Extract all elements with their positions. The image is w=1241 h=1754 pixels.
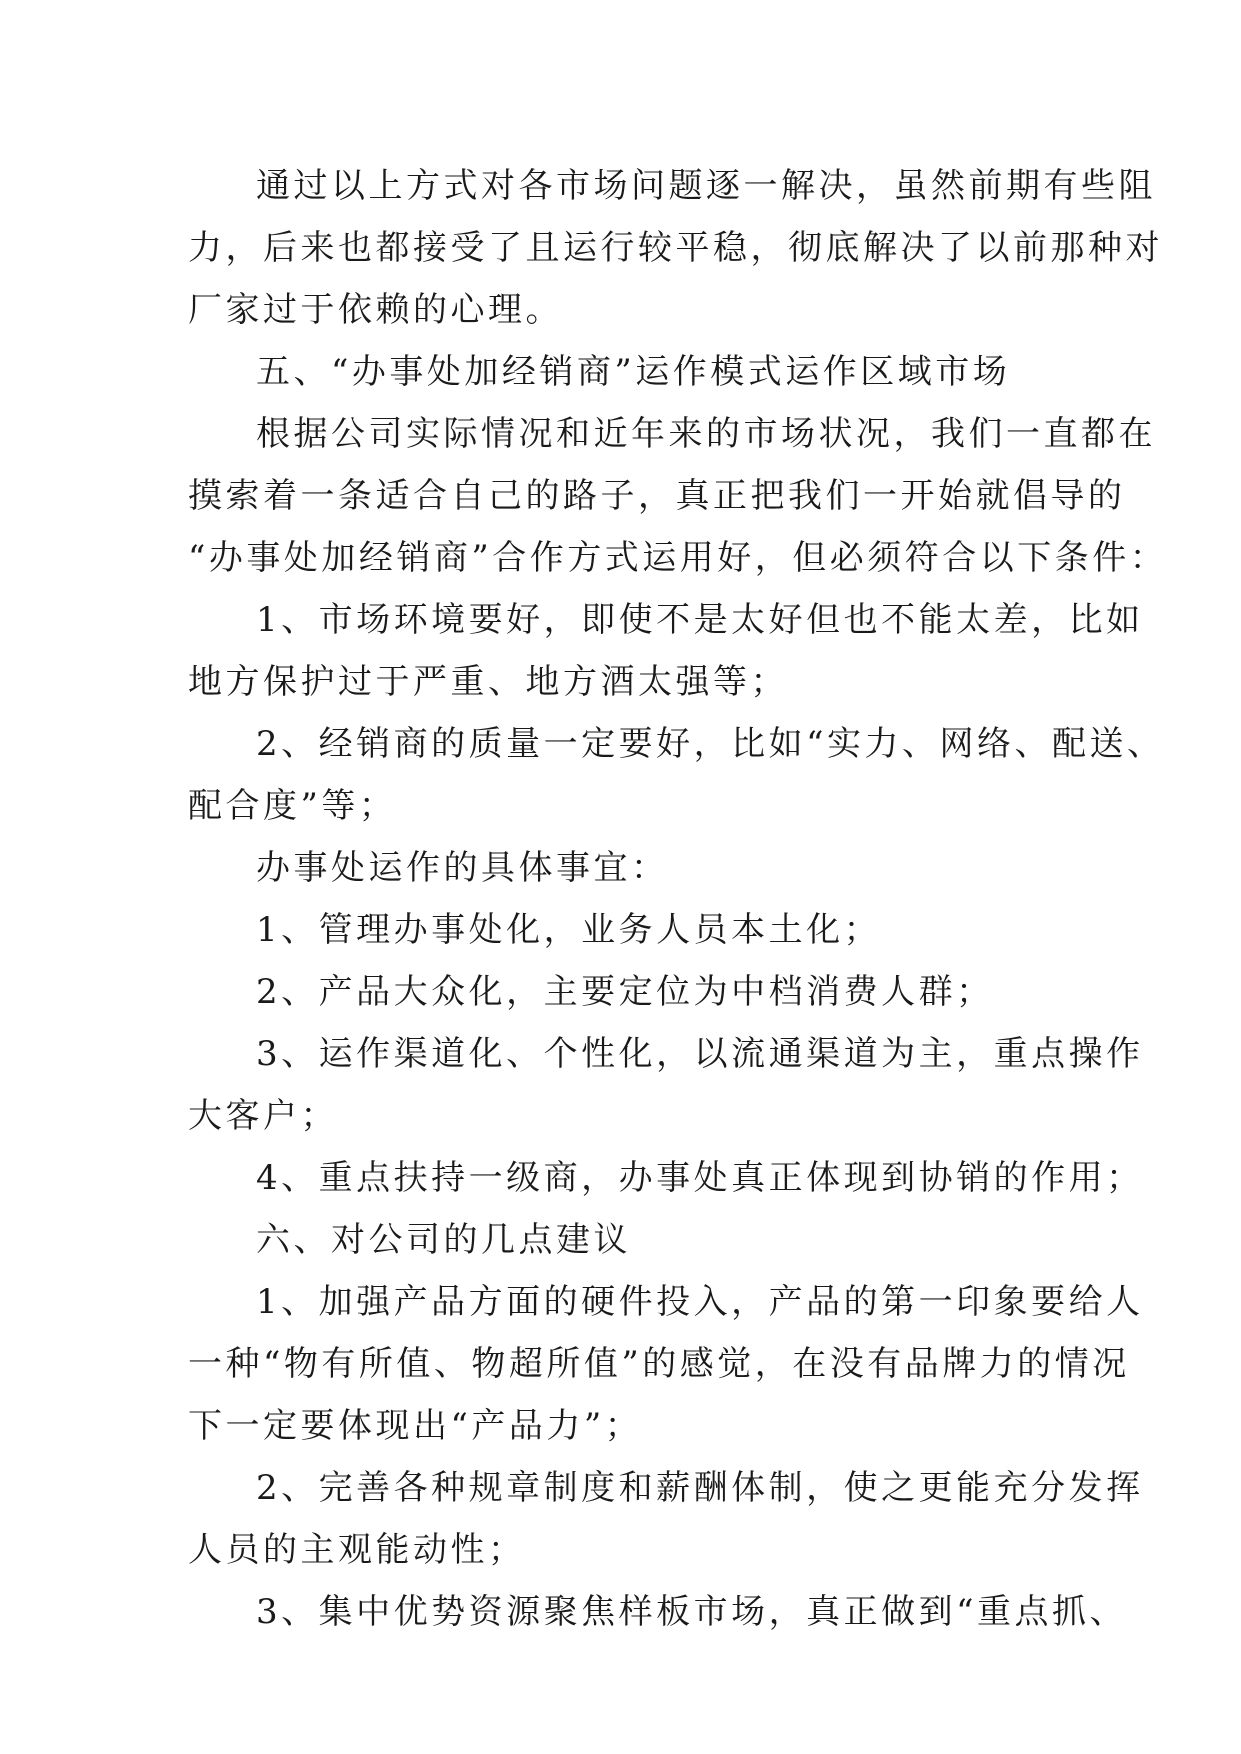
text-line: 地方保护过于严重、地方酒太强等；	[188, 662, 788, 702]
text-line: 2、完善各种规章制度和薪酬体制，使之更能充分发挥	[256, 1468, 1144, 1508]
list-item	[188, 1581, 1128, 1643]
text-line: 1、管理办事处化，业务人员本土化；	[256, 910, 882, 950]
list-item	[188, 1147, 1144, 1209]
text-line: 4、重点扶持一级商，办事处真正体现到协销的作用；	[256, 1158, 1144, 1198]
text-line: 根据公司实际情况和近年来的市场状况，我们一直都在	[256, 414, 1156, 454]
text-line: 配合度”等；	[188, 786, 397, 826]
text-line: 下一定要体现出“产品力”；	[188, 1406, 643, 1446]
text-line: “办事处加经销商”合作方式运用好，但必须符合以下条件：	[188, 538, 1168, 578]
text-line: 厂家过于依赖的心理。	[188, 290, 563, 330]
text-line: 大客户；	[188, 1096, 338, 1136]
list-item	[188, 589, 1144, 713]
text-line: 2、产品大众化，主要定位为中档消费人群；	[256, 972, 994, 1012]
text-line: 摸索着一条适合自己的路子，真正把我们一开始就倡导的	[188, 476, 1126, 516]
text-line: 六、对公司的几点建议	[256, 1220, 631, 1260]
list-item	[188, 1457, 1144, 1581]
text-line: 1、市场环境要好，即使不是太好但也不能太差，比如	[256, 600, 1144, 640]
text-line: 一种“物有所值、物超所值”的感觉，在没有品牌力的情况	[188, 1344, 1130, 1384]
text-line: 1、加强产品方面的硬件投入，产品的第一印象要给人	[256, 1282, 1144, 1322]
text-line: 3、运作渠道化、个性化，以流通渠道为主，重点操作	[256, 1034, 1144, 1074]
text-line: 力，后来也都接受了且运行较平稳，彻底解决了以前那种对	[188, 228, 1163, 268]
list-item	[188, 899, 1068, 961]
list-item	[188, 1271, 1144, 1457]
paragraph-p3	[188, 403, 1168, 589]
text-line: 五、“办事处加经销商”运作模式运作区域市场	[256, 352, 1011, 392]
text-line: 人员的主观能动性；	[188, 1530, 526, 1570]
text-line: 办事处运作的具体事宜：	[256, 848, 669, 888]
text-line: 2、经销商的质量一定要好，比如“实力、网络、配送、	[256, 724, 1165, 764]
text-line: 通过以上方式对各市场问题逐一解决，虽然前期有些阻	[256, 166, 1156, 206]
text-line: 3、集中优势资源聚焦样板市场，真正做到“重点抓、	[256, 1592, 1128, 1632]
list-item	[188, 961, 1068, 1023]
section-heading-5	[188, 341, 1068, 403]
list-item	[188, 713, 1165, 837]
paragraph-p1	[188, 155, 1163, 341]
list-item	[188, 1023, 1144, 1147]
section-heading-6	[188, 1209, 1068, 1271]
subheading	[188, 837, 1068, 899]
document-body	[188, 155, 1168, 1643]
